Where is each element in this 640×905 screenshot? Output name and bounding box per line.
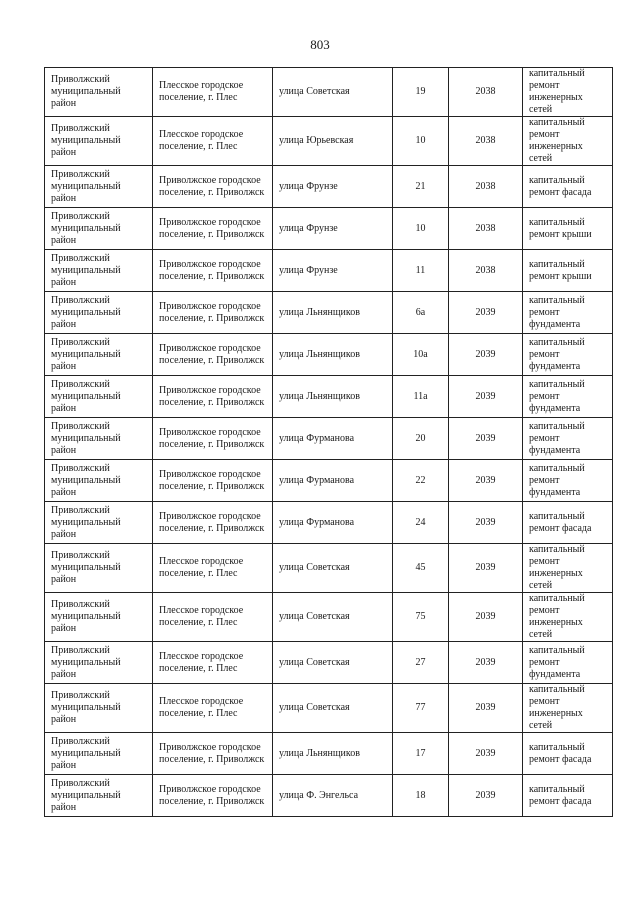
- work-type-cell: капитальный ремонт инженерных сетей: [523, 593, 613, 642]
- table-row: [45, 684, 613, 733]
- district-cell: Приволжский муниципальный район: [45, 460, 153, 502]
- street-cell: улица Фрунзе: [273, 250, 393, 292]
- settlement-cell: Плесское городское поселение, г. Плес: [153, 684, 273, 733]
- settlement-cell: Приволжское городское поселение, г. Приволжск: [153, 460, 273, 502]
- district-cell: Приволжский муниципальный район: [45, 117, 153, 166]
- house-number-cell: 75: [393, 593, 449, 642]
- table-row: [45, 642, 613, 684]
- house-number-cell: 45: [393, 544, 449, 593]
- house-number-cell: 19: [393, 68, 449, 117]
- table-row: [45, 292, 613, 334]
- settlement-cell: Плесское городское поселение, г. Плес: [153, 593, 273, 642]
- house-number-cell: 27: [393, 642, 449, 684]
- district-cell: Приволжский муниципальный район: [45, 250, 153, 292]
- table-row: [45, 117, 613, 166]
- table-row: [45, 334, 613, 376]
- district-cell: Приволжский муниципальный район: [45, 593, 153, 642]
- street-cell: улица Советская: [273, 642, 393, 684]
- settlement-cell: Приволжское городское поселение, г. Приволжск: [153, 502, 273, 544]
- work-type-cell: капитальный ремонт фасада: [523, 775, 613, 817]
- street-cell: улица Фрунзе: [273, 166, 393, 208]
- table-row: [45, 460, 613, 502]
- table-row: [45, 68, 613, 117]
- year-cell: 2039: [449, 733, 523, 775]
- work-type-cell: капитальный ремонт фундамента: [523, 460, 613, 502]
- street-cell: улица Советская: [273, 68, 393, 117]
- work-type-cell: капитальный ремонт фундамента: [523, 376, 613, 418]
- house-number-cell: 6а: [393, 292, 449, 334]
- district-cell: Приволжский муниципальный район: [45, 292, 153, 334]
- settlement-cell: Приволжское городское поселение, г. Приволжск: [153, 292, 273, 334]
- settlement-cell: Приволжское городское поселение, г. Приволжск: [153, 208, 273, 250]
- street-cell: улица Льнянщиков: [273, 292, 393, 334]
- street-cell: улица Советская: [273, 593, 393, 642]
- house-number-cell: 11а: [393, 376, 449, 418]
- settlement-cell: Плесское городское поселение, г. Плес: [153, 642, 273, 684]
- street-cell: улица Льнянщиков: [273, 334, 393, 376]
- table-row: [45, 376, 613, 418]
- year-cell: 2038: [449, 250, 523, 292]
- year-cell: 2039: [449, 642, 523, 684]
- settlement-cell: Приволжское городское поселение, г. Приволжск: [153, 166, 273, 208]
- house-number-cell: 17: [393, 733, 449, 775]
- settlement-cell: Приволжское городское поселение, г. Приволжск: [153, 418, 273, 460]
- page-number: 803: [310, 37, 330, 52]
- year-cell: 2038: [449, 166, 523, 208]
- year-cell: 2039: [449, 502, 523, 544]
- table-row: [45, 166, 613, 208]
- year-cell: 2039: [449, 684, 523, 733]
- street-cell: улица Льнянщиков: [273, 376, 393, 418]
- street-cell: улица Фрунзе: [273, 208, 393, 250]
- work-type-cell: капитальный ремонт фасада: [523, 733, 613, 775]
- street-cell: улица Фурманова: [273, 460, 393, 502]
- district-cell: Приволжский муниципальный район: [45, 376, 153, 418]
- street-cell: улица Фурманова: [273, 418, 393, 460]
- year-cell: 2039: [449, 292, 523, 334]
- work-type-cell: капитальный ремонт инженерных сетей: [523, 684, 613, 733]
- year-cell: 2039: [449, 376, 523, 418]
- table-row: [45, 544, 613, 593]
- house-number-cell: 10: [393, 208, 449, 250]
- house-number-cell: 22: [393, 460, 449, 502]
- district-cell: Приволжский муниципальный район: [45, 775, 153, 817]
- street-cell: улица Советская: [273, 684, 393, 733]
- house-number-cell: 10: [393, 117, 449, 166]
- district-cell: Приволжский муниципальный район: [45, 208, 153, 250]
- street-cell: улица Юрьевская: [273, 117, 393, 166]
- settlement-cell: Плесское городское поселение, г. Плес: [153, 544, 273, 593]
- year-cell: 2039: [449, 593, 523, 642]
- work-type-cell: капитальный ремонт крыши: [523, 208, 613, 250]
- work-type-cell: капитальный ремонт фундамента: [523, 292, 613, 334]
- house-number-cell: 21: [393, 166, 449, 208]
- settlement-cell: Приволжское городское поселение, г. Приволжск: [153, 334, 273, 376]
- table-row: [45, 502, 613, 544]
- house-number-cell: 10а: [393, 334, 449, 376]
- work-type-cell: капитальный ремонт фасада: [523, 502, 613, 544]
- street-cell: улица Советская: [273, 544, 393, 593]
- year-cell: 2039: [449, 418, 523, 460]
- work-type-cell: капитальный ремонт инженерных сетей: [523, 544, 613, 593]
- street-cell: улица Ф. Энгельса: [273, 775, 393, 817]
- year-cell: 2039: [449, 775, 523, 817]
- house-number-cell: 11: [393, 250, 449, 292]
- street-cell: улица Фурманова: [273, 502, 393, 544]
- house-number-cell: 77: [393, 684, 449, 733]
- district-cell: Приволжский муниципальный район: [45, 418, 153, 460]
- settlement-cell: Приволжское городское поселение, г. Приволжск: [153, 733, 273, 775]
- work-type-cell: капитальный ремонт фундамента: [523, 642, 613, 684]
- house-number-cell: 18: [393, 775, 449, 817]
- table-row: [45, 250, 613, 292]
- district-cell: Приволжский муниципальный район: [45, 684, 153, 733]
- year-cell: 2039: [449, 460, 523, 502]
- table-body: [45, 68, 613, 817]
- table-row: [45, 593, 613, 642]
- settlement-cell: Приволжское городское поселение, г. Приволжск: [153, 250, 273, 292]
- year-cell: 2038: [449, 68, 523, 117]
- year-cell: 2038: [449, 208, 523, 250]
- house-number-cell: 20: [393, 418, 449, 460]
- work-type-cell: капитальный ремонт инженерных сетей: [523, 117, 613, 166]
- district-cell: Приволжский муниципальный район: [45, 166, 153, 208]
- settlement-cell: Плесское городское поселение, г. Плес: [153, 117, 273, 166]
- work-type-cell: капитальный ремонт инженерных сетей: [523, 68, 613, 117]
- settlement-cell: Плесское городское поселение, г. Плес: [153, 68, 273, 117]
- work-type-cell: капитальный ремонт фундамента: [523, 334, 613, 376]
- table-row: [45, 775, 613, 817]
- district-cell: Приволжский муниципальный район: [45, 334, 153, 376]
- district-cell: Приволжский муниципальный район: [45, 642, 153, 684]
- district-cell: Приволжский муниципальный район: [45, 733, 153, 775]
- district-cell: Приволжский муниципальный район: [45, 544, 153, 593]
- repair-schedule-table: [44, 67, 613, 817]
- settlement-cell: Приволжское городское поселение, г. Приволжск: [153, 376, 273, 418]
- year-cell: 2038: [449, 117, 523, 166]
- table-row: [45, 733, 613, 775]
- settlement-cell: Приволжское городское поселение, г. Приволжск: [153, 775, 273, 817]
- work-type-cell: капитальный ремонт фундамента: [523, 418, 613, 460]
- year-cell: 2039: [449, 544, 523, 593]
- year-cell: 2039: [449, 334, 523, 376]
- district-cell: Приволжский муниципальный район: [45, 502, 153, 544]
- table-row: [45, 208, 613, 250]
- district-cell: Приволжский муниципальный район: [45, 68, 153, 117]
- table-row: [45, 418, 613, 460]
- work-type-cell: капитальный ремонт крыши: [523, 250, 613, 292]
- street-cell: улица Льнянщиков: [273, 733, 393, 775]
- house-number-cell: 24: [393, 502, 449, 544]
- work-type-cell: капитальный ремонт фасада: [523, 166, 613, 208]
